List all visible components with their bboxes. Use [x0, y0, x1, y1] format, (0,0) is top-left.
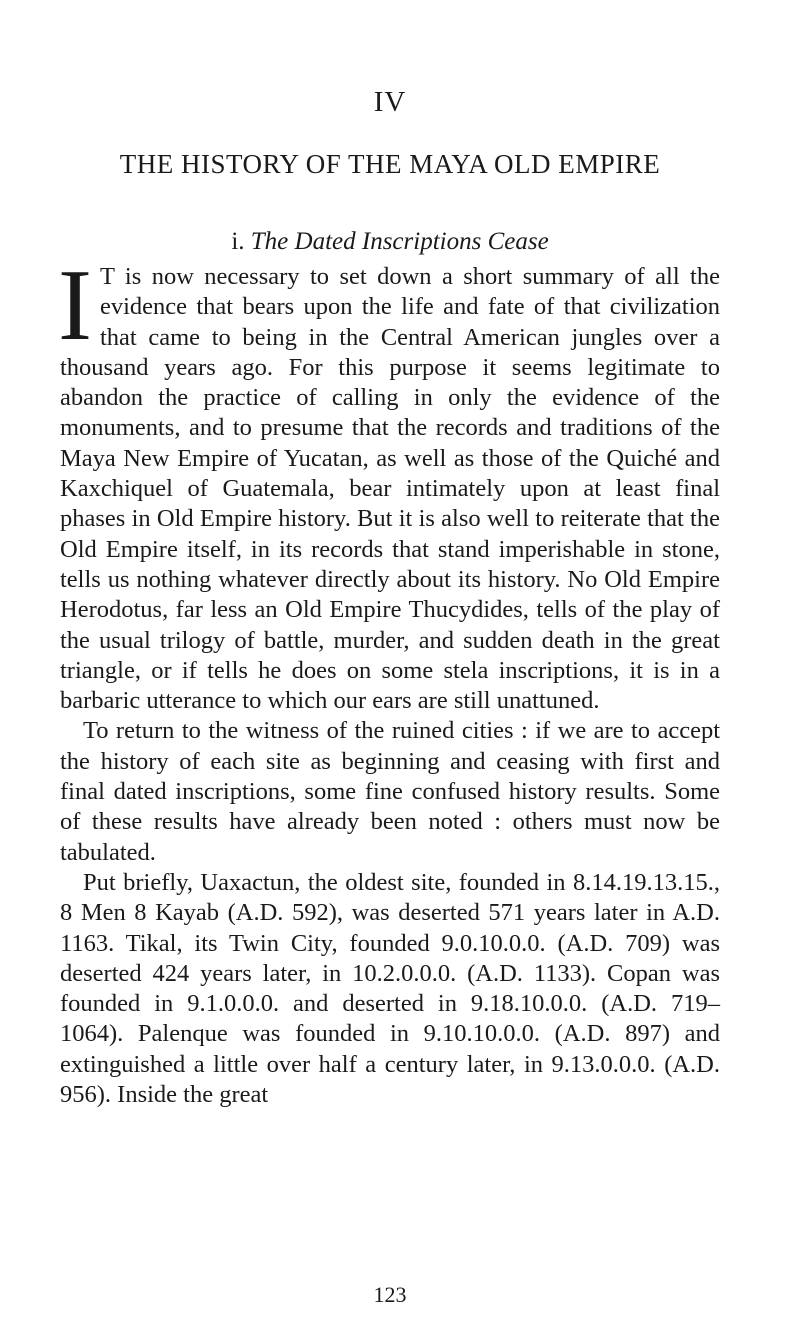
- paragraph-2: To return to the witness of the ruined cities : if we are to accept the history of each site as beginning and ceasing with first and final dated inscriptions, some fine confused history results. Some of these results have already been noted : others must now be tabulated.: [60, 717, 720, 866]
- paragraph-1-text: T is now necessary to set down a short summary of all the evidence that bears upon the life and fate of that civilization that came to being in the Central American jungles over a thousand years ago. For this purpose it seems legitimate to abandon the practice of calling in only the evidence of the monuments, and to presume that the records and traditions of the Maya New Empire of Yucatan, as well as those of the Quiché and Kaxchiquel of Guatemala, bear intimately upon at least final phases in Old Empire history. But it is also well to reiterate that the Old Empire itself, in its records that stand imperishable in stone, tells us nothing whatever directly about its history. No Old Empire Herodotus, far less an Old Empire Thucydides, tells of the play of the usual trilogy of battle, murder, and sudden death in the great triangle, or if tells he does on some stela inscriptions, it is in a barbaric utterance to which our ears are still unattuned.: [60, 263, 720, 715]
- section-heading: [60, 228, 720, 256]
- section-title: The Dated Inscriptions Cease: [250, 228, 549, 255]
- body-text: [58, 249, 720, 1110]
- paragraph-1: [58, 249, 720, 716]
- chapter-title: THE HISTORY OF THE MAYA OLD EMPIRE: [119, 149, 661, 179]
- paragraph-3: Put briefly, Uaxactun, the oldest site, founded in 8.14.19.13.15., 8 Men 8 Kayab (A.D. 592), was deserted 571 years later in A.D. 1163. Tikal, its Twin City, founded 9.0.10.0.0. (A.D. 709) was deserted 424 years later, in 10.2.0.0.0. (A.D. 1133). Copan was founded in 9.1.0.0.0. and deserted in 9.18.10.0.0. (A.D. 719–1064). Palenque was founded in 9.10.10.0.0. (A.D. 897) and extinguished a little over half a century later, in 9.13.0.0.0. (A.D. 956). Inside the great: [60, 868, 720, 1109]
- section-number: i.: [231, 228, 245, 255]
- page-number: 123: [373, 1282, 407, 1307]
- chapter-number: IV: [373, 86, 407, 118]
- drop-cap: I: [58, 249, 92, 362]
